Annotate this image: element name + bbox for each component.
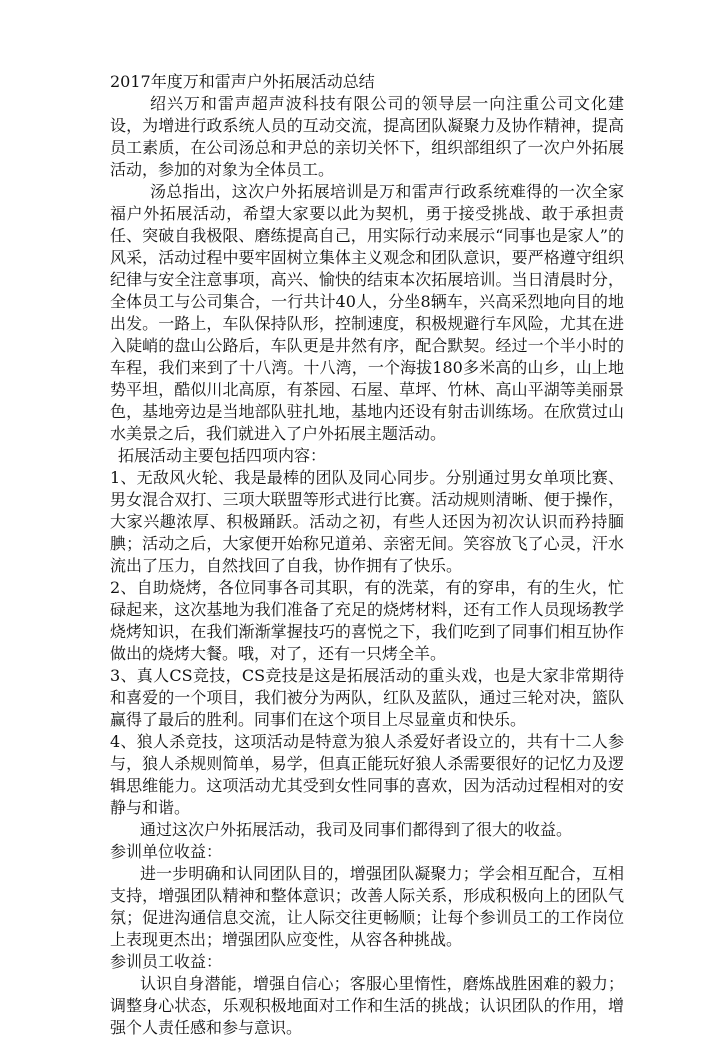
- summary-paragraph: 通过这次户外拓展活动，我司及同事们都得到了很大的收益。: [140, 820, 573, 839]
- body-paragraph: 汤总指出，这次户外拓展培训是万和雷声行政系统难得的一次全家福户外拓展活动，希望大家要以此为契机，勇于接受挑战、敢于承担责任、突破自我极限、磨练提高自己，用实际行动来展示“同事也是家人”的风采，活动过程中要牢固树立集体主义观念和团队意识，要严格遵守组织纪律与安全注意事项，高兴、愉快的结束本次拓展培训。当日清晨时分，全体员工与公司集合，一行共计40人，分坐8辆车，兴高采烈地向目的地出发。一路上，车队保持队形，控制速度，积极规避行车风险，尤其在进入陡峭的盘山公路后，车队更是井然有序，配合默契。经过一个半小时的车程，我们来到了十八湾。十八湾，一个海拔180多米高的山乡，山上地势平坦，酷似川北高原，有茶园、石屋、草坪、竹林、高山平湖等美丽景色，基地旁边是当地部队驻扎地，基地内还设有射击训练场。在欣赏过山水美景之后，我们就进入了户外拓展主题活动。: [110, 182, 624, 443]
- activity-item-4: 4、狼人杀竞技，这项活动是特意为狼人杀爱好者设立的，共有十二人参与，狼人杀规则简单，易学，但真正能玩好狼人杀需要很好的记忆力及逻辑思维能力。这项活动尤其受到女性同事的喜欢，因为活动过程相对的安静与和谐。: [110, 732, 624, 817]
- intro-paragraph: 绍兴万和雷声超声波科技有限公司的领导层一向注重公司文化建设，为增进行政系统人员的互动交流，提高团队凝聚力及协作精神，提高员工素质，在公司汤总和尹总的亲切关怀下，组织部组织了一次户外拓展活动，参加的对象为全体员工。: [110, 94, 624, 179]
- document-body: [110, 71, 624, 1039]
- activities-heading: 拓展活动主要包括四项内容：: [118, 446, 327, 465]
- activity-item-1: 1、无敌风火轮、我是最棒的团队及同心同步。分别通过男女单项比赛、男女混合双打、三项大联盟等形式进行比赛。活动规则清晰、便于操作，大家兴趣浓厚、积极踊跃。活动之初，有些人还因为初次认识而矜持腼腆；活动之后，大家便开始称兄道弟、亲密无间。笑容放飞了心灵，汗水流出了压力，自然找回了自我，协作拥有了快乐。: [110, 468, 624, 575]
- activity-item-2: 2、自助烧烤，各位同事各司其职，有的洗菜，有的穿串，有的生火，忙碌起来，这次基地为我们准备了充足的烧烤材料，还有工作人员现场教学烧烤知识，在我们渐渐掌握技巧的喜悦之下，我们吃到了同事们相互协作做出的烧烤大餐。哦，对了，还有一只烤全羊。: [110, 578, 624, 663]
- unit-benefits-heading: 参训单位收益：: [110, 842, 223, 861]
- staff-benefits-paragraph: 认识自身潜能，增强自信心；客服心里惰性，磨炼战胜困难的毅力；调整身心状态，乐观积极地面对工作和生活的挑战；认识团队的作用，增强个人责任感和参与意识。: [110, 974, 624, 1037]
- staff-benefits-heading: 参训员工收益：: [110, 952, 223, 971]
- activity-item-3: 3、真人CS竞技，CS竞技是这是拓展活动的重头戏，也是大家非常期待和喜爱的一个项目，我们被分为两队，红队及蓝队，通过三轮对决，篮队赢得了最后的胜利。同事们在这个项目上尽显童贞和快乐。: [110, 666, 624, 729]
- document-title: 2017年度万和雷声户外拓展活动总结: [110, 72, 375, 91]
- unit-benefits-paragraph: 进一步明确和认同团队目的，增强团队凝聚力；学会相互配合，互相支持，增强团队精神和整体意识；改善人际关系，形成积极向上的团队气氛；促进沟通信息交流，让人际交往更畅顺；让每个参训员工的工作岗位上表现更杰出；增强团队应变性，从容各种挑战。: [110, 864, 624, 949]
